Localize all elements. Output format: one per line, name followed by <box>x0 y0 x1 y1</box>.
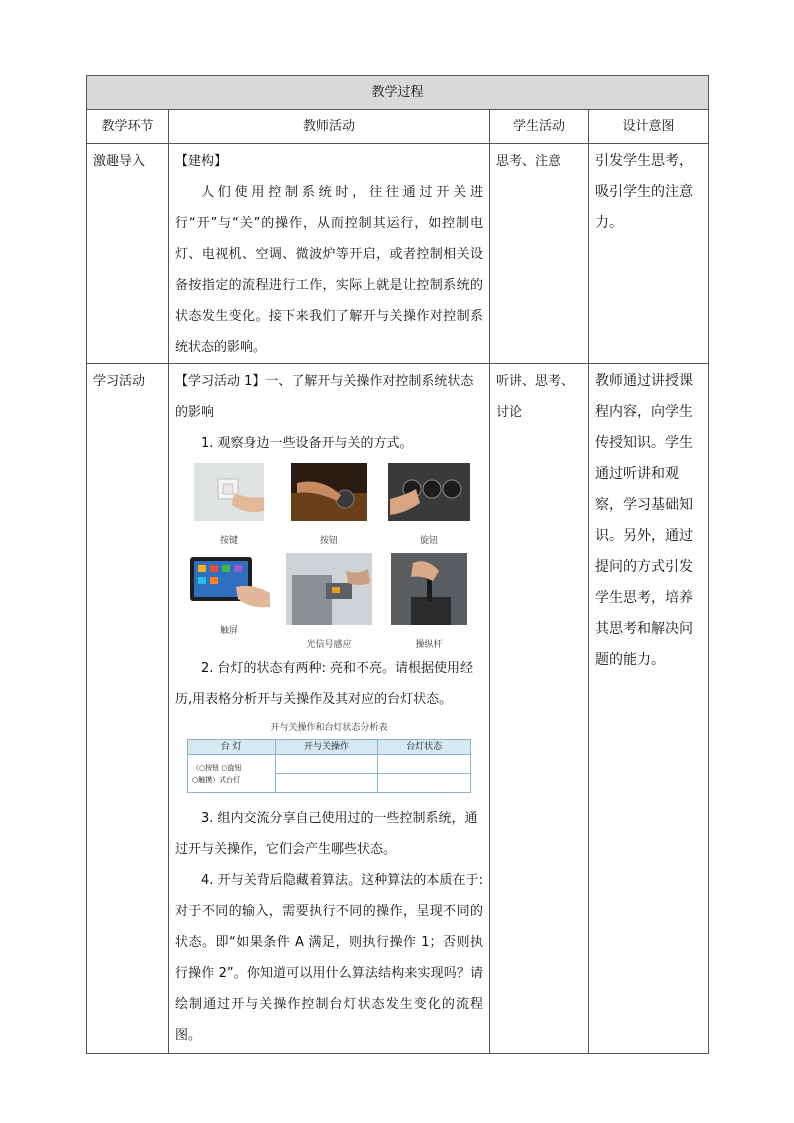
activity-heading: 【学习活动 1】一、了解开与关操作对控制系统状态的影响 <box>175 374 474 420</box>
light-sensor-photo-icon <box>286 553 372 625</box>
analysis-table <box>187 739 471 793</box>
push-key-photo-icon <box>194 463 264 521</box>
intro-paragraph: 人们使用控制系统时，往往通过开关进行“开”与“关”的操作，从而控制其运行，如控制电灯、电视机、空调、微波炉等开启，或者控制相关设备按指定的流程进行工作，实际上就是让控制系统的状态发生变化。接下来我们了解开与关操作对控制系统状态的影响。 <box>175 185 483 355</box>
image-caption: 光信号感应 <box>306 640 352 650</box>
table-row <box>87 364 709 1054</box>
intent-cell: 教师通过讲授课程内容，向学生传授知识。学生通过听讲和观察，学习基础知识。另外，通过提问的方式引发学生思考，培养其思考和解决问题的能力。 <box>589 364 709 1054</box>
item-3: 3. 组内交流分享自己使用过的一些控制系统，通过开与关操作，它们会产生哪些状态。 <box>175 811 478 857</box>
intent-cell: 引发学生思考，吸引学生的注意力。 <box>589 144 709 364</box>
mini-row-label <box>188 755 276 793</box>
analysis-table-figure <box>175 715 483 803</box>
header-teacher: 教师活动 <box>169 110 490 144</box>
mini-header: 开与关操作 <box>275 740 378 755</box>
knob-photo-icon <box>388 463 470 521</box>
student-cell: 思考、注意 <box>490 144 589 364</box>
image-figure <box>281 553 377 653</box>
image-figure <box>181 553 277 653</box>
image-caption: 旋钮 <box>419 536 438 546</box>
mini-cell <box>378 774 471 793</box>
push-button-photo-icon <box>291 463 367 521</box>
image-figure <box>381 553 477 653</box>
joystick-photo-icon <box>391 553 467 625</box>
mini-header: 台灯状态 <box>378 740 471 755</box>
mini-cell <box>275 755 378 774</box>
image-figure <box>281 463 377 549</box>
image-row-2 <box>175 549 483 653</box>
mini-row-label-line2: ○触摸）式台灯 <box>192 775 241 784</box>
item-2: 2. 台灯的状态有两种: 亮和不亮。请根据使用经历,用表格分析开与关操作及其对应的台灯状态。 <box>175 661 474 707</box>
touchscreen-photo-icon <box>188 553 270 611</box>
mini-header: 台 灯 <box>188 740 276 755</box>
stage-cell: 激趣导入 <box>87 144 169 364</box>
mini-cell <box>378 755 471 774</box>
lesson-table <box>86 75 709 1054</box>
image-figure <box>181 463 277 549</box>
image-caption: 触屏 <box>219 626 238 636</box>
teacher-cell <box>169 364 490 1054</box>
mini-row-label-line1: （○按钮 ○旋钮 <box>192 763 242 772</box>
header-stage: 教学环节 <box>87 110 169 144</box>
stage-cell: 学习活动 <box>87 364 169 1054</box>
item-4: 4. 开与关背后隐藏着算法。这种算法的本质在于: 对于不同的输入，需要执行不同的操作，呈现不同的状态。即“如果条件 A 满足，则执行操作 1；否则执行操作 2”。你知道可以用什么算法结构来实现吗？请绘制通过开与关操作控制台灯状态发生变化的流程图。 <box>175 873 483 1043</box>
header-row <box>87 110 709 144</box>
table-title: 教学过程 <box>87 76 709 110</box>
student-cell: 听讲、思考、讨论 <box>490 364 589 1054</box>
image-caption: 按键 <box>219 536 238 546</box>
image-caption: 按钮 <box>319 536 338 546</box>
teacher-cell <box>169 144 490 364</box>
section-tag: 【建构】 <box>175 154 228 169</box>
header-intent: 设计意图 <box>589 110 709 144</box>
item-1: 1. 观察身边一些设备开与关的方式。 <box>201 436 413 451</box>
mini-table-caption: 开与关操作和台灯状态分析表 <box>270 723 388 733</box>
image-row-1 <box>175 459 483 549</box>
image-caption: 操纵杆 <box>415 640 443 650</box>
image-figure <box>381 463 477 549</box>
table-row <box>87 144 709 364</box>
mini-cell <box>275 774 378 793</box>
header-student: 学生活动 <box>490 110 589 144</box>
